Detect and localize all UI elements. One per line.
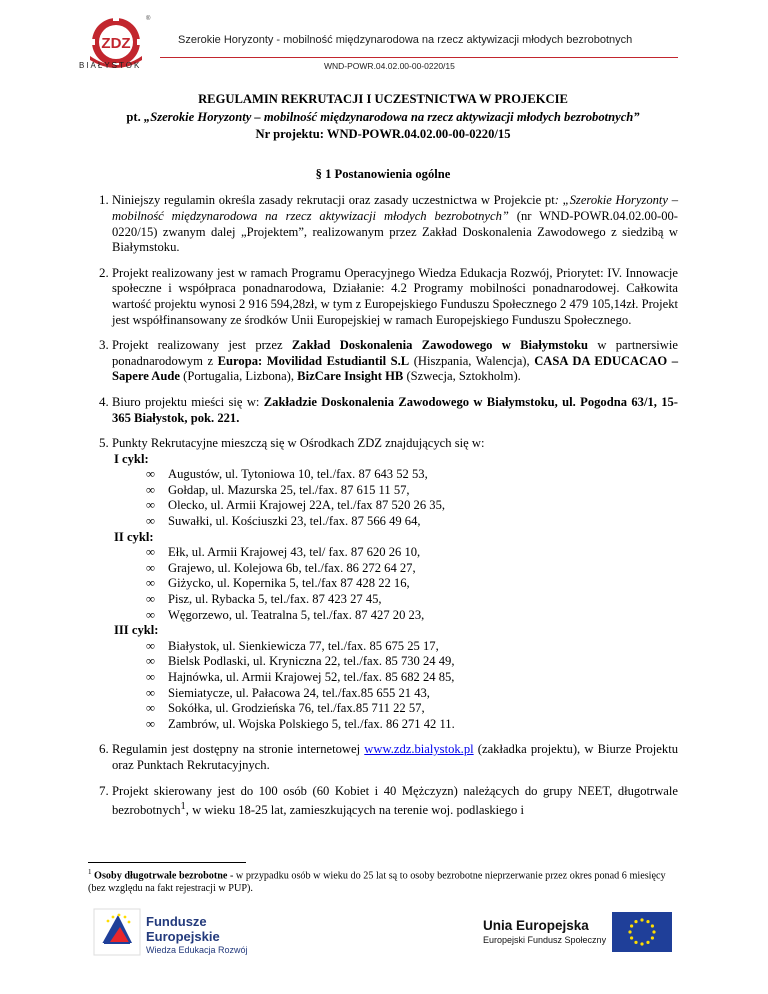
location-item: ∞ Pisz, ul. Rybacka 5, tel./fax. 87 423 27 45, bbox=[146, 592, 382, 607]
location-item: ∞ Białystok, ul. Sienkiewicza 77, tel./fax. 85 675 25 17, bbox=[146, 638, 439, 653]
doc-title: REGULAMIN REKRUTACJI I UCZESTNICTWA W PROJEKCIE bbox=[198, 92, 568, 106]
location-item: ∞ Ełk, ul. Armii Krajowej 43, tel/ fax. 87 620 26 10, bbox=[146, 545, 421, 560]
location-item: ∞ Gołdap, ul. Mazurska 25, tel./fax. 87 615 11 57, bbox=[146, 482, 410, 497]
location-item: ∞ Augustów, ul. Tytoniowa 10, tel./fax. 87 643 52 53, bbox=[146, 467, 428, 482]
location-item: ∞ Bielsk Podlaski, ul. Kryniczna 22, tel./fax. 85 730 24 49, bbox=[146, 654, 455, 669]
doc-subtitle: pt. „Szerokie Horyzonty – mobilność międzynarodowa na rzecz aktywizacji młodych bezrobotnych” bbox=[126, 109, 640, 124]
section-heading: § 1 Postanowienia ogólne bbox=[315, 166, 451, 181]
location-item: ∞ Zambrów, ul. Wojska Polskiego 5, tel./fax. 86 271 42 11. bbox=[146, 716, 455, 731]
provisions-list bbox=[88, 192, 678, 819]
location-item: ∞ Sokółka, ul. Grodzieńska 76, tel./fax.85 711 22 57, bbox=[146, 701, 425, 716]
list-item: 3. Projekt realizowany jest przez Zakład Doskonalenia Zawodowego w Białymstoku w partnersiwie ponadnarodowym z Europa: Movilidad Estudiantil S.L (Hiszpania, Walencja), CASA DA EDUCACAO – Sapere Aude (Portugalia, Lizbona), BizCare Insight HB (Szwecja, Sztokholm). bbox=[112, 337, 678, 385]
eu-flag-icon bbox=[612, 912, 672, 952]
doc-project-number: Nr projektu: WND-POWR.04.02.00-00-0220/15 bbox=[255, 127, 511, 142]
fe-logo-text: Fundusze Europejskie Wiedza Edukacja Rozwój bbox=[146, 914, 248, 955]
location-item: ∞ Suwałki, ul. Kościuszki 23, tel./fax. 87 566 49 64, bbox=[146, 514, 421, 529]
header-project-code: WND-POWR.04.02.00-00-0220/15 bbox=[324, 61, 455, 71]
list-item: 6. Regulamin jest dostępny na stronie internetowej www.zdz.bialystok.pl (zakładka projektu), w Biurze Projektu oraz Punktach Rekrutacyjnych. bbox=[112, 741, 678, 773]
location-item: ∞ Olecko, ul. Armii Krajowej 22A, tel./fax 87 520 26 35, bbox=[146, 498, 446, 513]
eu-logo-text: Unia Europejska Europejski Fundusz Społeczny bbox=[483, 918, 607, 945]
footnote-ref[interactable]: 1 bbox=[180, 801, 186, 813]
location-item: ∞ Hajnówka, ul. Armii Krajowej 52, tel./fax. 85 682 24 85, bbox=[146, 670, 455, 684]
cycle-2: II cykl: ∞ Ełk, ul. Armii Krajowej 43, tel/ fax. 87 620 26 10, ∞ Grajewo, ul. Kolejowa 6b, tel./fax. 86 272 64 27, ∞ Giżycko, ul. Kopernika 5, tel./fax 87 428 22 16, ∞ Pisz, ul. Rybacka 5, tel./fax. 87 423 27 45, ∞ Węgorzewo, ul. Teatralna 5, tel./fax. 87 427 20 23, bbox=[112, 530, 678, 624]
svg-text:®: ® bbox=[146, 16, 151, 22]
location-item: ∞ Węgorzewo, ul. Teatralna 5, tel./fax. 87 427 20 23, bbox=[146, 607, 425, 622]
document-body bbox=[88, 92, 678, 828]
list-item: 4. Biuro projektu mieści się w: Zakładzie Doskonalenia Zawodowego w Białymstoku, ul. Pogodna 63/1, 15-365 Białystok, pok. 221. bbox=[112, 394, 678, 426]
footnote: $^1$ Osoby długotrwale bezrobotne - w przypadku osób w wieku do 25 lat są to osoby bezrobotne nieprzerwanie przez okres ponad 6 miesięcy (bez względu na fakt rejestracji w PUP). bbox=[88, 868, 666, 895]
list-item: 7. Projekt skierowany jest do 100 osób (60 Kobiet i 40 Mężczyzn) należących do grupy NEET, długotrwale bezrobotnych$^1$, w wieku 18-25 lat, zamieszkujących na terenie woj. podlaskiego i bbox=[112, 783, 678, 819]
zdz-logo-text: ZDZ bbox=[101, 35, 131, 52]
website-link[interactable]: www.zdz.bialystok.pl bbox=[364, 742, 474, 757]
header-city: BIAŁYSTOK bbox=[79, 61, 142, 70]
list-item: 5. Punkty Rekrutacyjne mieszczą się w Ośrodkach ZDZ znajdujących się w: I cykl: ∞ Augustów, ul. Tytoniowa 10, tel./fax. 87 643 52 53, ∞ Gołdap, ul. Mazurska 25, tel./fax. 87 615 11 57, ∞ Olecko, ul. Armii Krajowej 22A, tel./fax 87 520 26 35, ∞ Suwałki, ul. Kościuszki 23, tel./fax. 87 566 49 64, II cykl: ∞ Ełk, ul. Armii Krajowej 43, tel/ fax. 87 620 26 10, ∞ Grajewo, ul. Kolejowa 6b, tel./fax. 86 272 64 27, ∞ Giżycko, ul. Kopernika 5, tel./fax 87 428 22 16, ∞ Pisz, ul. Rybacka 5, tel./fax. 87 423 27 45, ∞ Węgorzewo, ul. Teatralna 5, tel./fax. 87 427 20 23, III cykl: ∞ Białystok, ul. Sienkiewicza 77, tel./fax. 85 675 25 17, ∞ Bielsk Podlaski, ul. Kryniczna 22, tel./fax. 85 730 24 49, ∞ Hajnówka, ul. Armii Krajowej 52, tel./fax. 85 682 24 85, ∞ Siemiatycze, ul. Pałacowa 24, tel./fax.85 655 21 43, ∞ Sokółka, ul. Grodzieńska 76, tel./fax.85 711 22 57, ∞ Zambrów, ul. Wojska Polskiego 5, tel./fax. 86 271 42 11. bbox=[112, 435, 678, 732]
location-item: ∞ Grajewo, ul. Kolejowa 6b, tel./fax. 86 272 64 27, bbox=[146, 560, 416, 575]
header-divider bbox=[160, 57, 678, 58]
cycle-1: I cykl: ∞ Augustów, ul. Tytoniowa 10, tel./fax. 87 643 52 53, ∞ Gołdap, ul. Mazurska 25, tel./fax. 87 615 11 57, ∞ Olecko, ul. Armii Krajowej 22A, tel./fax 87 520 26 35, ∞ Suwałki, ul. Kościuszki 23, tel./fax. 87 566 49 64, bbox=[112, 452, 678, 530]
list-item: 1. Niniejszy regulamin określa zasady rekrutacji oraz zasady uczestnictwa w Projekcie pt: „Szerokie Horyzonty – mobilność międzynarodowa na rzecz aktywizacji młodych bezrobotnych” (nr WND-POWR.04.02.00-00-0220/15) zwanym dalej „Projektem”, realizowanym przez Zakład Doskonalenia Zawodowego z siedzibą w Białymstoku. bbox=[112, 192, 678, 255]
list-item: 2. Projekt realizowany jest w ramach Programu Operacyjnego Wiedza Edukacja Rozwój, Priorytet: IV. Innowacje społeczne i współpraca ponadnarodowa, Działanie: 4.2 Programy mobilności ponadnarodowej. Całkowita wartość projektu wynosi 2 916 594,28zł, w tym z Europejskiego Funduszu Społecznego 2 479 105,14zł. Projekt jest współfinansowany ze środków Unii Europejskiej w ramach Europejskiego Funduszu Społecznego. bbox=[112, 265, 678, 328]
header-project-title: Szerokie Horyzonty - mobilność międzynarodowa na rzecz aktywizacji młodych bezrobotnych bbox=[178, 34, 633, 46]
location-item: ∞ Siemiatycze, ul. Pałacowa 24, tel./fax.85 655 21 43, bbox=[146, 685, 430, 700]
footnote-divider bbox=[88, 862, 246, 863]
location-item: ∞ Giżycko, ul. Kopernika 5, tel./fax 87 428 22 16, bbox=[146, 576, 410, 591]
cycle-3: III cykl: ∞ Białystok, ul. Sienkiewicza 77, tel./fax. 85 675 25 17, ∞ Bielsk Podlaski, ul. Kryniczna 22, tel./fax. 85 730 24 49, ∞ Hajnówka, ul. Armii Krajowej 52, tel./fax. 85 682 24 85, ∞ Siemiatycze, ul. Pałacowa 24, tel./fax.85 655 21 43, ∞ Sokółka, ul. Grodzieńska 76, tel./fax.85 711 22 57, ∞ Zambrów, ul. Wojska Polskiego 5, tel./fax. 86 271 42 11. bbox=[112, 623, 678, 732]
